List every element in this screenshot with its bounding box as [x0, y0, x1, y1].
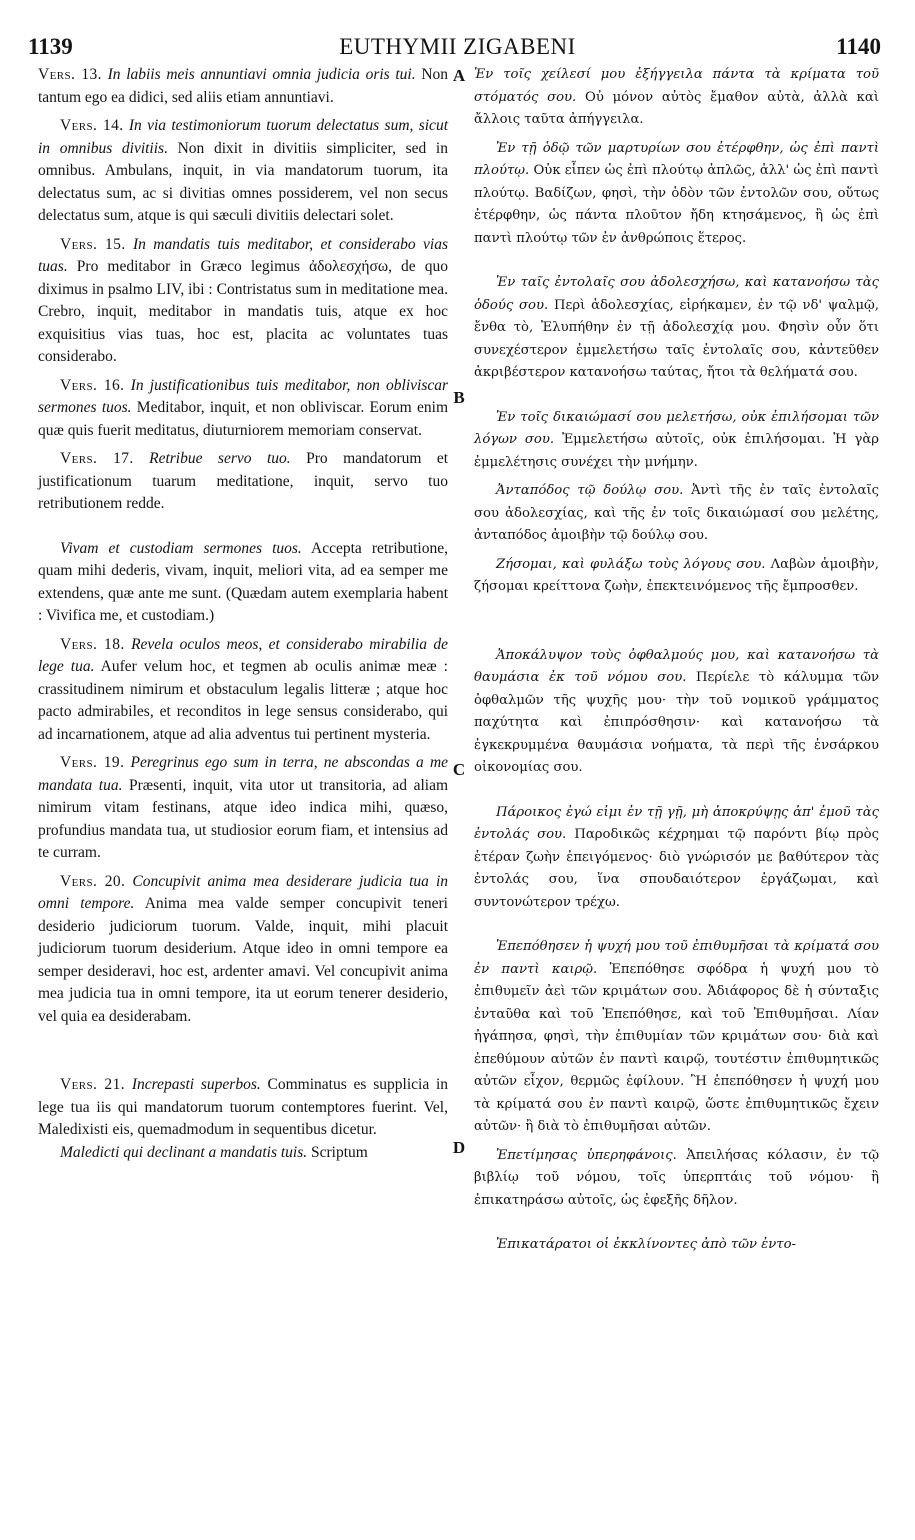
verse-lemma: In justificationibus tuis meditabor, non obliviscar sermones tuos. [38, 376, 449, 416]
margin-marker-c: C [452, 760, 466, 779]
greek-column [474, 64, 879, 1257]
latin-verse-15 [38, 234, 448, 369]
latin-verse-21 [38, 1074, 448, 1142]
verse-commentary: Comminatus es supplicia in lege tua iis qui mandatorum tuorum contemptores fuerint. Vel, Maledixisti eis, quemadmodum in sequentibus dicetur. [38, 1076, 449, 1138]
verse-commentary: Ἐπεπόθησε σφόδρα ἡ ψυχή μου τὸ ἐπιθυμεῖν ἀεὶ τῶν κριμάτων σου. Ἀδιάφορος δὲ ἡ σύνταξις ἐνταῦθα καὶ τοῦ Ἐπεπόθησε, καὶ τοῦ Ἐπιθυμῆσαι. Λίαν ἠγάπησα, φησὶ, τὴν ἐπιθυμίαν τῶν κριμάτων σου· διὰ καὶ ἐπεθύμουν αὐτῶν ἐν παντὶ καιρῷ, τουτέστιν ἐπιθυμητικῶς αὐτῶν εἶχον, θερμῶς ἐφίλουν. Ἢ ἐπεπόθησεν ἡ ψυχή μου τὰ κρίματά σου ἐν παντὶ καιρῷ, ὥστε ἐπιθυμητικῶς ἔχειν αὐτῶν· ἢ διὰ τὸ ἐπιθυμῆσαι αὐτῶν. [474, 961, 879, 1134]
latin-verse-16 [38, 375, 448, 443]
verse-lemma: Ἐπικατάρατοι οἱ ἐκκλίνοντες ἀπὸ τῶν ἐντο- [496, 1237, 796, 1252]
verse-lemma: Ζήσομαι, καὶ φυλάξω τοὺς λόγους σου. [496, 556, 766, 572]
latin-verse-17b [38, 538, 448, 628]
verse-lemma: Ἐπετίμησας ὑπερηφάνοις. [496, 1147, 677, 1163]
verse-lemma: Concupivit anima mea desiderare judicia tua in omni tempore. [38, 872, 449, 912]
latin-verse-18 [38, 634, 448, 747]
verse-lemma: Retribue servo tuo. [149, 450, 291, 467]
page-number-right: 1140 [836, 34, 881, 59]
verse-lemma: Πάροικος ἐγώ εἰμι ἐν τῇ γῇ, μὴ ἀποκρύψῃς ἀπ' ἐμοῦ τὰς ἐντολάς σου. [474, 804, 879, 842]
verse-lemma: Ἐν τῇ ὁδῷ τῶν μαρτυρίων σου ἐτέρφθην, ὡς ἐπὶ παντὶ πλούτῳ. [474, 140, 879, 178]
greek-verse-21 [474, 1145, 879, 1213]
verse-lemma: Increpasti superbos. [131, 1076, 261, 1093]
latin-verse-21b [38, 1142, 448, 1165]
latin-column [38, 64, 448, 1164]
verse-lemma: Vivam et custodiam sermones tuos. [60, 539, 302, 557]
verse-lemma: In labiis meis annuntiavi omnia judicia oris tui. [107, 66, 416, 83]
verse-label: Vers. 19. [60, 754, 125, 771]
verse-commentary: Accepta retributione, quam mihi dederis, vivam, inquit, meliori vita, ad ea semper me extendens, quæ ante me sunt. (Quædam autem exemplaria habent : Vivifica me, et custodiam.) [38, 539, 448, 624]
verse-lemma: In via testimoniorum tuorum delectatus sum, sicut in omnibus divitiis. [38, 117, 448, 157]
verse-lemma: Ἀνταπόδος τῷ δούλῳ σου. [496, 483, 684, 498]
verse-commentary: Οὐ μόνον αὐτὸς ἔμαθον αὐτὰ, ἀλλὰ καὶ ἄλλοις ταῦτα ἀπήγγειλα. [474, 89, 879, 127]
verse-commentary: Περίελε τὸ κάλυμμα τῶν ὀφθαλμῶν τῆς ψυχῆς μου· τὴν τοῦ νομικοῦ γράμματος παχύτητα καὶ ἐπιπρόσθησιν· καὶ κατανοήσω τὰ ἐγκεκρυμμένα θαυμάσια νοήματα, τὰ περὶ τῆς ἐνσάρκου οἰκονομίας σου. [474, 670, 879, 775]
greek-verse-17 [474, 480, 879, 548]
verse-commentary: Non dixit in divitiis simpliciter, sed in omnibus. Ambulans, inquit, in via mandatorum tuorum, ita delectatus sum, ac si divitias omnes possiderem, vel non secus delectatus sum, atque is qui sæculi divitiis delectari solet. [38, 139, 448, 224]
verse-lemma: In mandatis tuis meditabor, et considerabo vias tuas. [38, 235, 448, 275]
greek-verse-20 [474, 936, 879, 1139]
latin-verse-14 [38, 115, 448, 228]
verse-commentary: Meditabor, inquit, et non obliviscar. Eorum enim quæ quis fuerit meditatus, diuturniorem memoriam conservat. [38, 399, 448, 439]
greek-verse-15 [474, 272, 879, 385]
verse-lemma: Ἐπεπόθησεν ἡ ψυχή μου τοῦ ἐπιθυμῆσαι τὰ κρίματά σου ἐν παντὶ καιρῷ. [474, 939, 879, 977]
running-title: EUTHYMII ZIGABENI [339, 34, 576, 59]
verse-commentary: Non tantum ego ea didici, sed aliis etiam annuntiavi. [38, 66, 449, 106]
verse-commentary: Ἀντὶ τῆς ἐν ταῖς ἐντολαῖς σου ἀδολεσχίας, καὶ τῆς ἐν τοῖς δικαιώμασί σου μελέτης, ἀνταπόδος ἀμοιβὴν τῷ δούλῳ σου. [474, 483, 879, 543]
verse-label: Vers. 15. [60, 235, 126, 253]
verse-label: Vers. 13. [38, 66, 102, 83]
verse-commentary: Præsenti, inquit, vita utor ut transitoria, ad aliam nimirum vitam festinans, atque ideo indica mihi, quæso, profundius mandata tua, ut studiosior eorum fiam, et intensius ad te curram. [38, 776, 449, 861]
verse-label: Vers. 17. [60, 450, 134, 467]
verse-commentary: Ἀπειλήσας κόλασιν, ἐν τῷ βιβλίῳ τοῦ νόμου, τοῖς ὑπερπτάις τοῦ νόμου· ἢ ἐπικατηράσω αὐτοῖς, ὡς ἐφεξῆς δῆλον. [474, 1147, 879, 1208]
latin-verse-19 [38, 752, 448, 865]
verse-lemma: Ἀποκάλυψον τοὺς ὀφθαλμούς μου, καὶ κατανοήσω τὰ θαυμάσια ἐκ τοῦ νόμου σου. [474, 647, 879, 685]
latin-verse-13 [38, 64, 448, 109]
greek-verse-17b [474, 554, 879, 599]
verse-lemma: Ἐν τοῖς δικαιώμασί σου μελετήσω, οὐκ ἐπιλήσομαι τῶν λόγων σου. [474, 409, 879, 447]
verse-lemma: Ἐν ταῖς ἐντολαῖς σου ἀδολεσχήσω, καὶ κατανοήσω τὰς ὁδούς σου. [474, 275, 879, 313]
margin-marker-b: B [453, 388, 465, 407]
greek-verse-16 [474, 407, 879, 475]
latin-verse-20 [38, 871, 448, 1029]
greek-verse-19 [474, 802, 879, 915]
greek-verse-14 [474, 138, 879, 251]
verse-label: Vers. 14. [60, 117, 124, 134]
verse-label: Vers. 16. [60, 376, 125, 394]
verse-lemma: Revela oculos meos, et considerabo mirabilia de lege tua. [38, 635, 449, 675]
margin-marker-d: D [452, 1138, 466, 1157]
margin-marker-a: A [452, 66, 466, 85]
running-header [0, 34, 915, 64]
verse-commentary: Pro mandatorum et justificationum tuarum meditatione, inquit, servo tuo retributionem redde. [38, 450, 449, 512]
verse-label: Vers. 18. [60, 635, 125, 653]
verse-lemma: Peregrinus ego sum in terra, ne abscondas a me mandata tua. [38, 754, 449, 794]
verse-commentary: Scriptum [311, 1143, 368, 1161]
latin-verse-17 [38, 448, 448, 516]
verse-commentary: Λαβὼν ἀμοιβὴν, ζήσομαι κρείττονα ζωὴν, ἐπεκτεινόμενος τῆς ἔμπροσθεν. [474, 556, 879, 594]
greek-verse-13 [474, 64, 879, 132]
verse-commentary: Παροδικῶς κέχρημαι τῷ παρόντι βίῳ πρὸς ἑτέραν ζωὴν ἐπειγόμενος· διὸ γνώρισόν με βαθύτερον τὰς ἐντολάς σου, ἵνα σπουδαιότερον ἐργάζωμαι, καὶ συντονώτερον τρέχω. [474, 827, 879, 910]
greek-verse-21b [474, 1234, 879, 1257]
verse-commentary: Pro meditabor in Græco legimus ἀδολεσχήσω, de quo diximus in psalmo LIV, ibi : Contristatus sum in meditatione mea. Crebro, inquit, meditabor in mandatis tuis, atque ex hoc exquisitius vias tuas, hoc est, placita ac voluntates tuas considerabo. [38, 258, 449, 365]
greek-verse-18 [474, 645, 879, 780]
verse-label: Vers. 20. [60, 872, 126, 890]
verse-commentary: Οὐκ εἶπεν ὡς ἐπὶ πλούτῳ ἁπλῶς, ἀλλ' ὡς ἐπὶ παντὶ πλούτῳ. Βαδίζων, φησὶ, τὴν ὁδὸν τῶν ἐντολῶν σου, οὕτως ἐτέρφθην, ὡς πάντα πλοῦτον ἤδη κτησάμενος, ἢ ὡς ἐπὶ παντὶ πλούτῳ τῶν ἐν ἀνθρώποις ἕτερος. [474, 163, 879, 246]
verse-lemma: Ἐν τοῖς χείλεσί μου ἐξήγγειλα πάντα τὰ κρίματα τοῦ στόματός σου. [474, 67, 879, 105]
verse-label: Vers. 21. [60, 1076, 126, 1093]
verse-commentary: Aufer velum hoc, et tegmen ab oculis animæ meæ : crassitudinem nimirum et obstaculum legalis litteræ ; atque hoc pacto admirabiles, et reconditos in lege sensus considerabo, qui ad incarnationem, atque ad alia adventus tui pertinent mysteria. [38, 658, 448, 743]
verse-lemma: Maledicti qui declinant a mandatis tuis. [60, 1143, 308, 1161]
page-number-left: 1139 [28, 34, 73, 59]
verse-commentary: Anima mea valde semper concupivit teneri desiderio judiciorum tuorum. Valde, inquit, mihi placuit judiciorum tuorum desiderium. Atque ideo in omni tempore ea semper desideravi, hoc est, ardenter amavi. Vel concupivit anima mea judicia tua in omni tempore, ita ut eorum tenerer desiderio, vel quia ea desiderabam. [38, 895, 448, 1025]
verse-commentary: Περὶ ἀδολεσχίας, εἰρήκαμεν, ἐν τῷ νδ' ψαλμῷ, ἔνθα τὸ, Ἐλυπήθην ἐν τῇ ἀδολεσχίᾳ μου. Φησὶν οὖν ὅτι συνεχέστερον ἐμμελετήσω ταῖς ἐντολαῖς σου, κἀντεῦθεν ἀκριβέστερον κατανοήσω ταύτας, ἤτοι τὰ θελήματά σου. [474, 297, 879, 380]
verse-commentary: Ἐμμελετήσω αὐτοῖς, οὐκ ἐπιλήσομαι. Ἡ γὰρ ἐμμελέτησις συνέχει τὴν μνήμην. [474, 432, 879, 470]
